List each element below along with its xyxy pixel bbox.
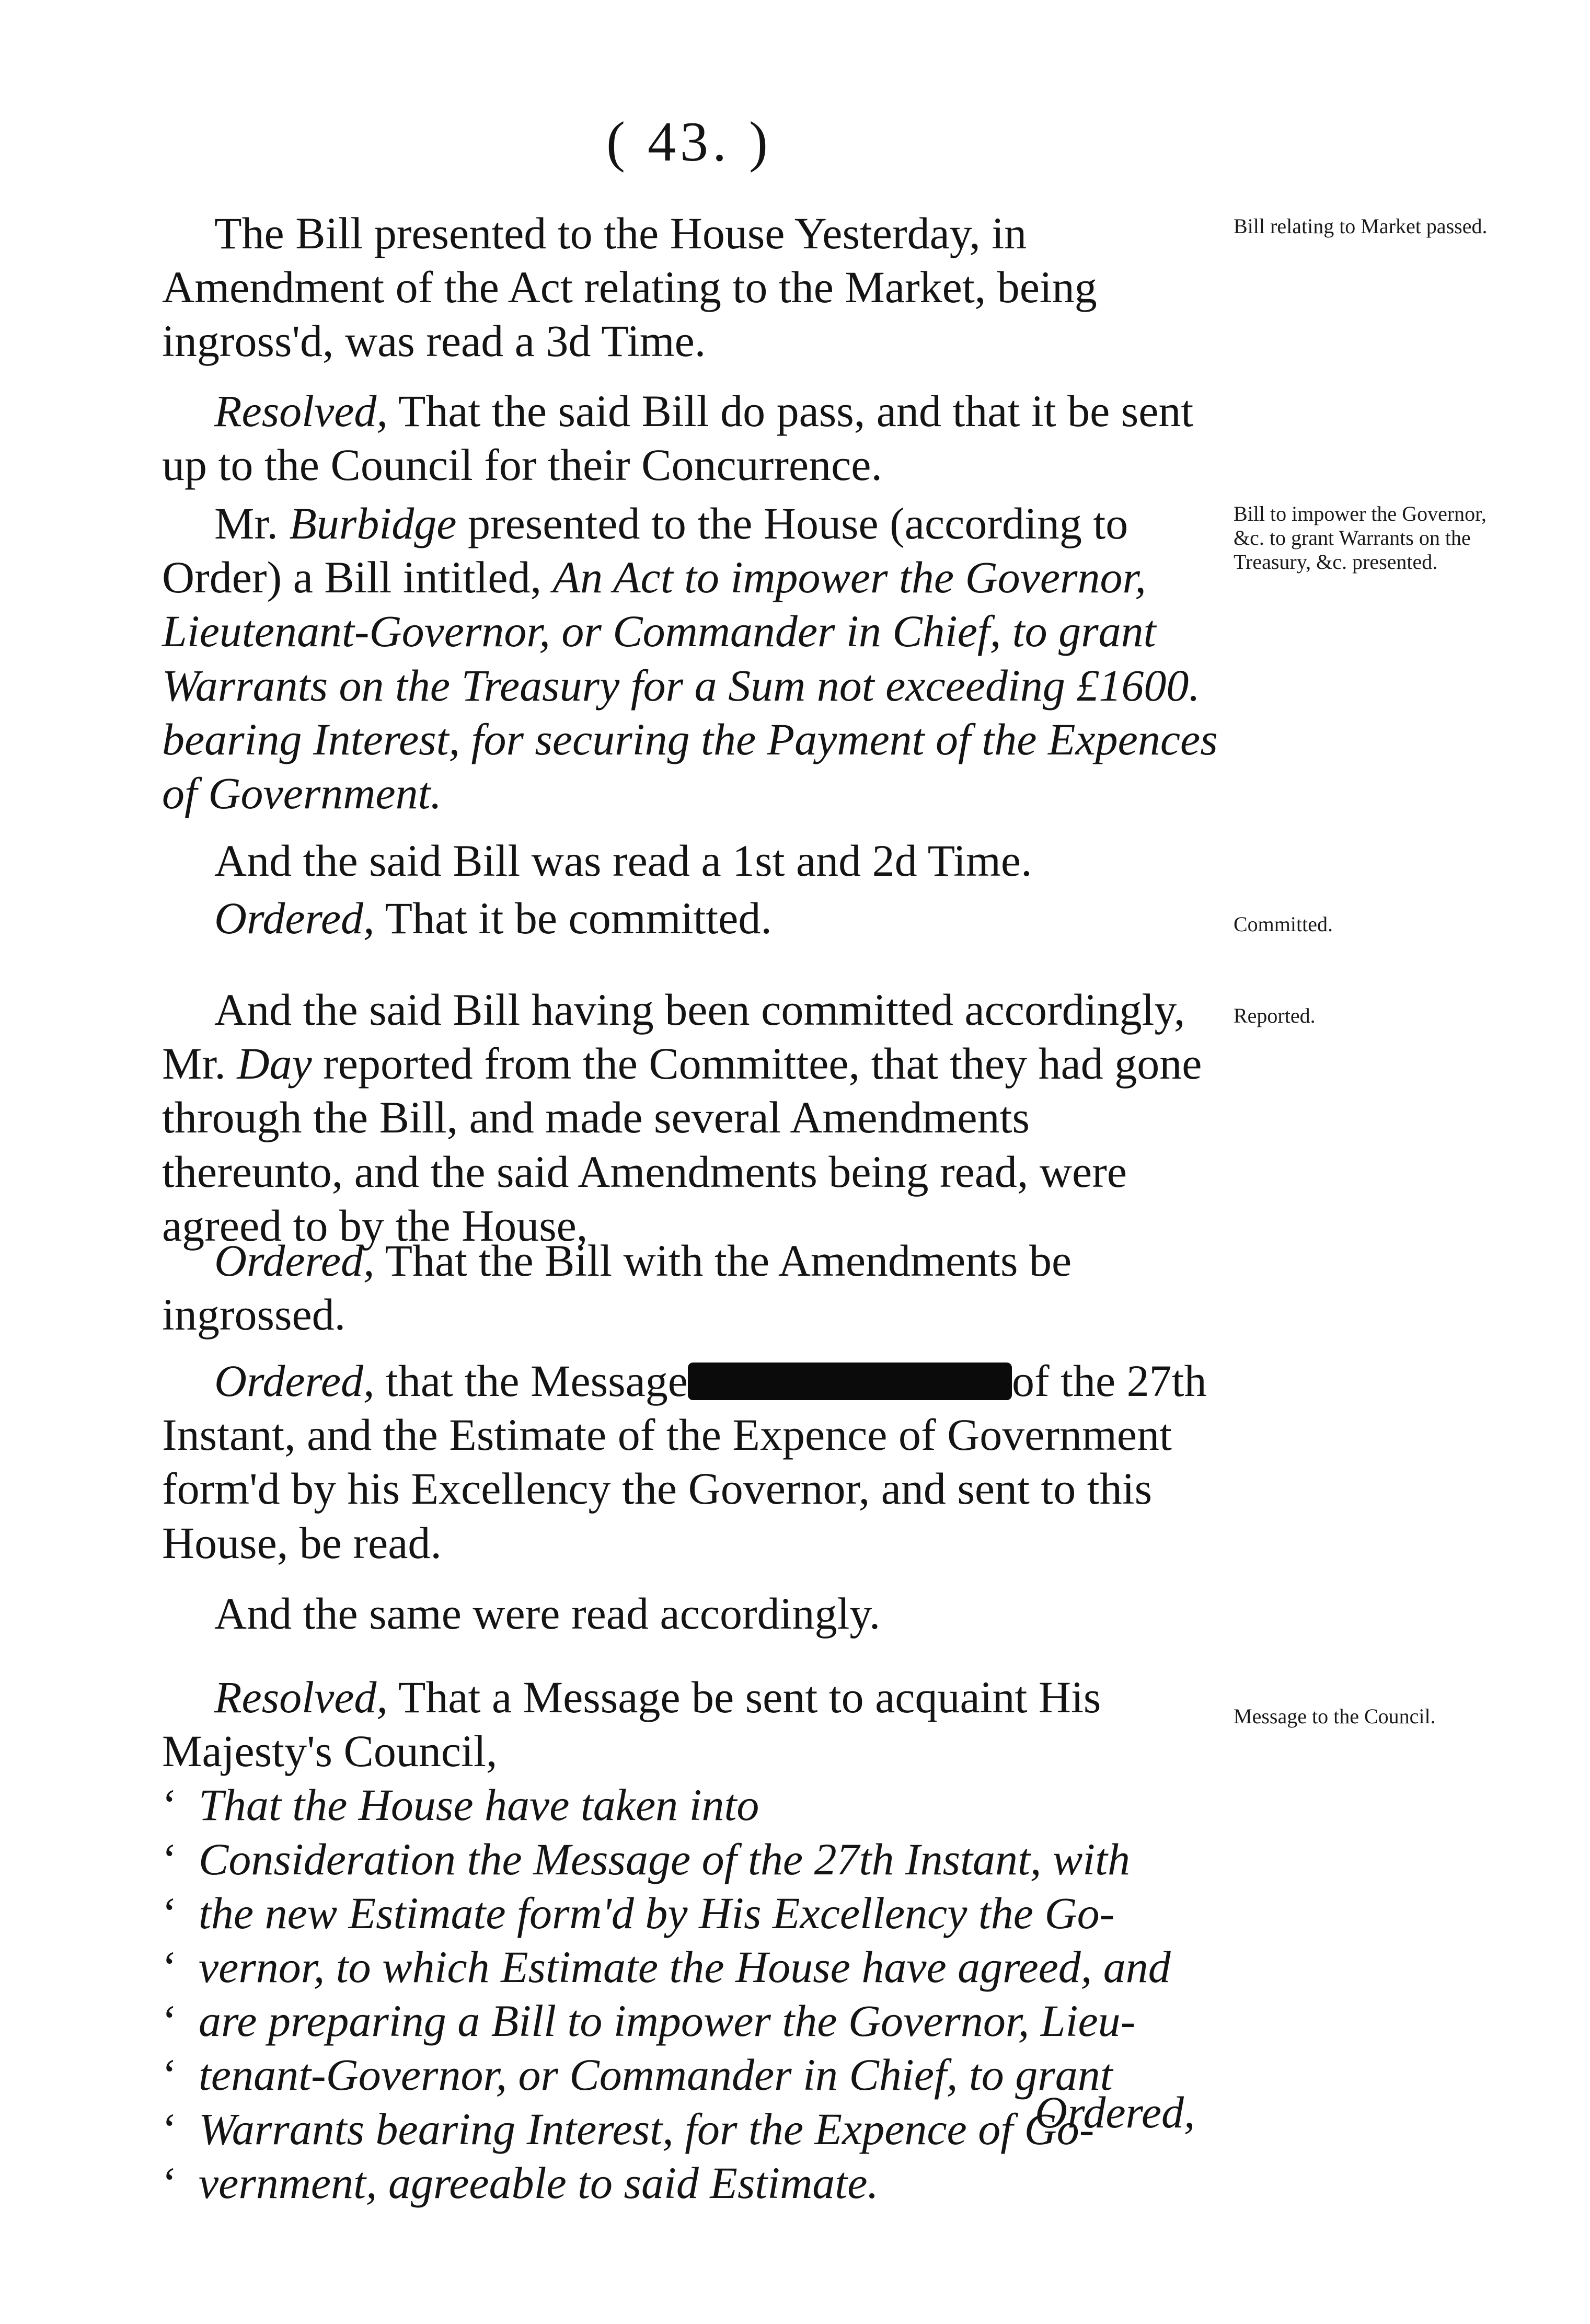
quote-line: [162, 1778, 1218, 1832]
entry-ingrossed: [162, 1234, 1218, 1342]
quote-mark: ‘: [162, 1780, 177, 1830]
entry-bill-market: [162, 207, 1218, 369]
quote-text: the new Estimate form'd by His Excellency the Go-: [199, 1887, 1115, 1938]
entry-ordered-committed: [162, 891, 1218, 945]
quote-line: [162, 1940, 1218, 1994]
quote-mark: ‘: [162, 2050, 177, 2100]
member-name: Day: [237, 1038, 312, 1089]
entry-text-b: of the 27th Instant, and the Estimate of the Expence of Government form'd by his Excellency the Governor, and sent to this House, be read.: [162, 1356, 1207, 1568]
quote-text: vernor, to which Estimate the House have agreed, and: [199, 1941, 1171, 1992]
quote-text: Warrants bearing Interest, for the Expence of Go-: [199, 2103, 1094, 2154]
margin-note-reported: Reported.: [1234, 1004, 1316, 1027]
entry-text-a: that the Message: [374, 1356, 688, 1406]
quote-line: [162, 1886, 1218, 1940]
entry-text: The Bill presented to the House Yesterday, in Amendment of the Act relating to the Market, being ingross'd, was read a 3d Time.: [162, 208, 1097, 367]
quote-mark: ‘: [162, 2103, 177, 2154]
entry-text-b: reported from the Committee, that they had gone through the Bill, and made several Amendments thereunto, and the said Amendments being read, were agreed to by the House,: [162, 1038, 1202, 1251]
entry-text: That the Bill with the Amendments be ingrossed.: [162, 1235, 1072, 1340]
entry-first-second-reading: [162, 834, 1218, 888]
quote-line: [162, 1994, 1218, 2048]
quote-line: [162, 1833, 1218, 1886]
margin-note-impower: Bill to impower the Governor, &c. to grant Warrants on the Treasury, &c. presented.: [1234, 502, 1487, 574]
entry-lead: Resolved,: [214, 1672, 388, 1722]
margin-note-market: Bill relating to Market passed.: [1234, 214, 1488, 238]
redaction-mark: [688, 1363, 1012, 1400]
quoted-message: [162, 1778, 1218, 2210]
entry-text: That it be committed.: [374, 893, 772, 943]
quote-text: are preparing a Bill to impower the Governor, Lieu-: [199, 1996, 1136, 2046]
member-name: Burbidge: [289, 498, 457, 548]
entry-text-a: And the said Bill having been committed accordingly, Mr.: [162, 984, 1185, 1089]
entry-text: And the said Bill was read a 1st and 2d Time.: [214, 835, 1032, 886]
entry-text: And the same were read accordingly.: [214, 1588, 881, 1639]
entry-resolved-pass: [162, 384, 1218, 492]
catchword: Ordered,: [1035, 2087, 1195, 2137]
entry-text: That a Message be sent to acquaint His Majesty's Council,: [162, 1672, 1101, 1777]
entry-message-read: [162, 1354, 1218, 1570]
quote-text: vernment, agreeable to said Estimate.: [199, 2157, 879, 2208]
entry-reported: [162, 983, 1218, 1253]
entry-lead: Ordered,: [214, 1356, 375, 1406]
entry-read-accordingly: [162, 1587, 1218, 1641]
quote-text: tenant-Governor, or Commander in Chief, to grant: [199, 2050, 1113, 2100]
quote-mark: ‘: [162, 1941, 177, 1992]
entry-burbidge-bill: [162, 497, 1218, 820]
entry-lead: Ordered,: [214, 1235, 375, 1286]
margin-note-council: Message to the Council.: [1234, 1704, 1436, 1728]
entry-lead: Ordered,: [214, 893, 375, 943]
quote-line: [162, 2156, 1218, 2210]
quote-mark: ‘: [162, 1834, 177, 1884]
quote-text: That the House have taken into: [199, 1780, 759, 1830]
bill-title: An Act to impower the Governor, Lieutenant-Governor, or Commander in Chief, to grant Warrants on the Treasury for a Sum not exceeding £1600. bearing Interest, for securing the Payment of the Expences of Government.: [162, 552, 1218, 818]
page-number: ( 43. ): [606, 111, 772, 173]
entry-lead: Resolved,: [214, 386, 388, 436]
quote-text: Consideration the Message of the 27th Instant, with: [199, 1834, 1131, 1884]
quote-mark: ‘: [162, 1996, 177, 2046]
entry-lead: Mr.: [214, 498, 290, 548]
entry-text: presented to the House (according to Order) a Bill intitled,: [162, 498, 1128, 603]
quote-mark: ‘: [162, 1887, 177, 1938]
quote-mark: ‘: [162, 2157, 177, 2208]
entry-text: That the said Bill do pass, and that it be sent up to the Council for their Concurrence.: [162, 386, 1194, 490]
margin-note-committed: Committed.: [1234, 912, 1333, 936]
